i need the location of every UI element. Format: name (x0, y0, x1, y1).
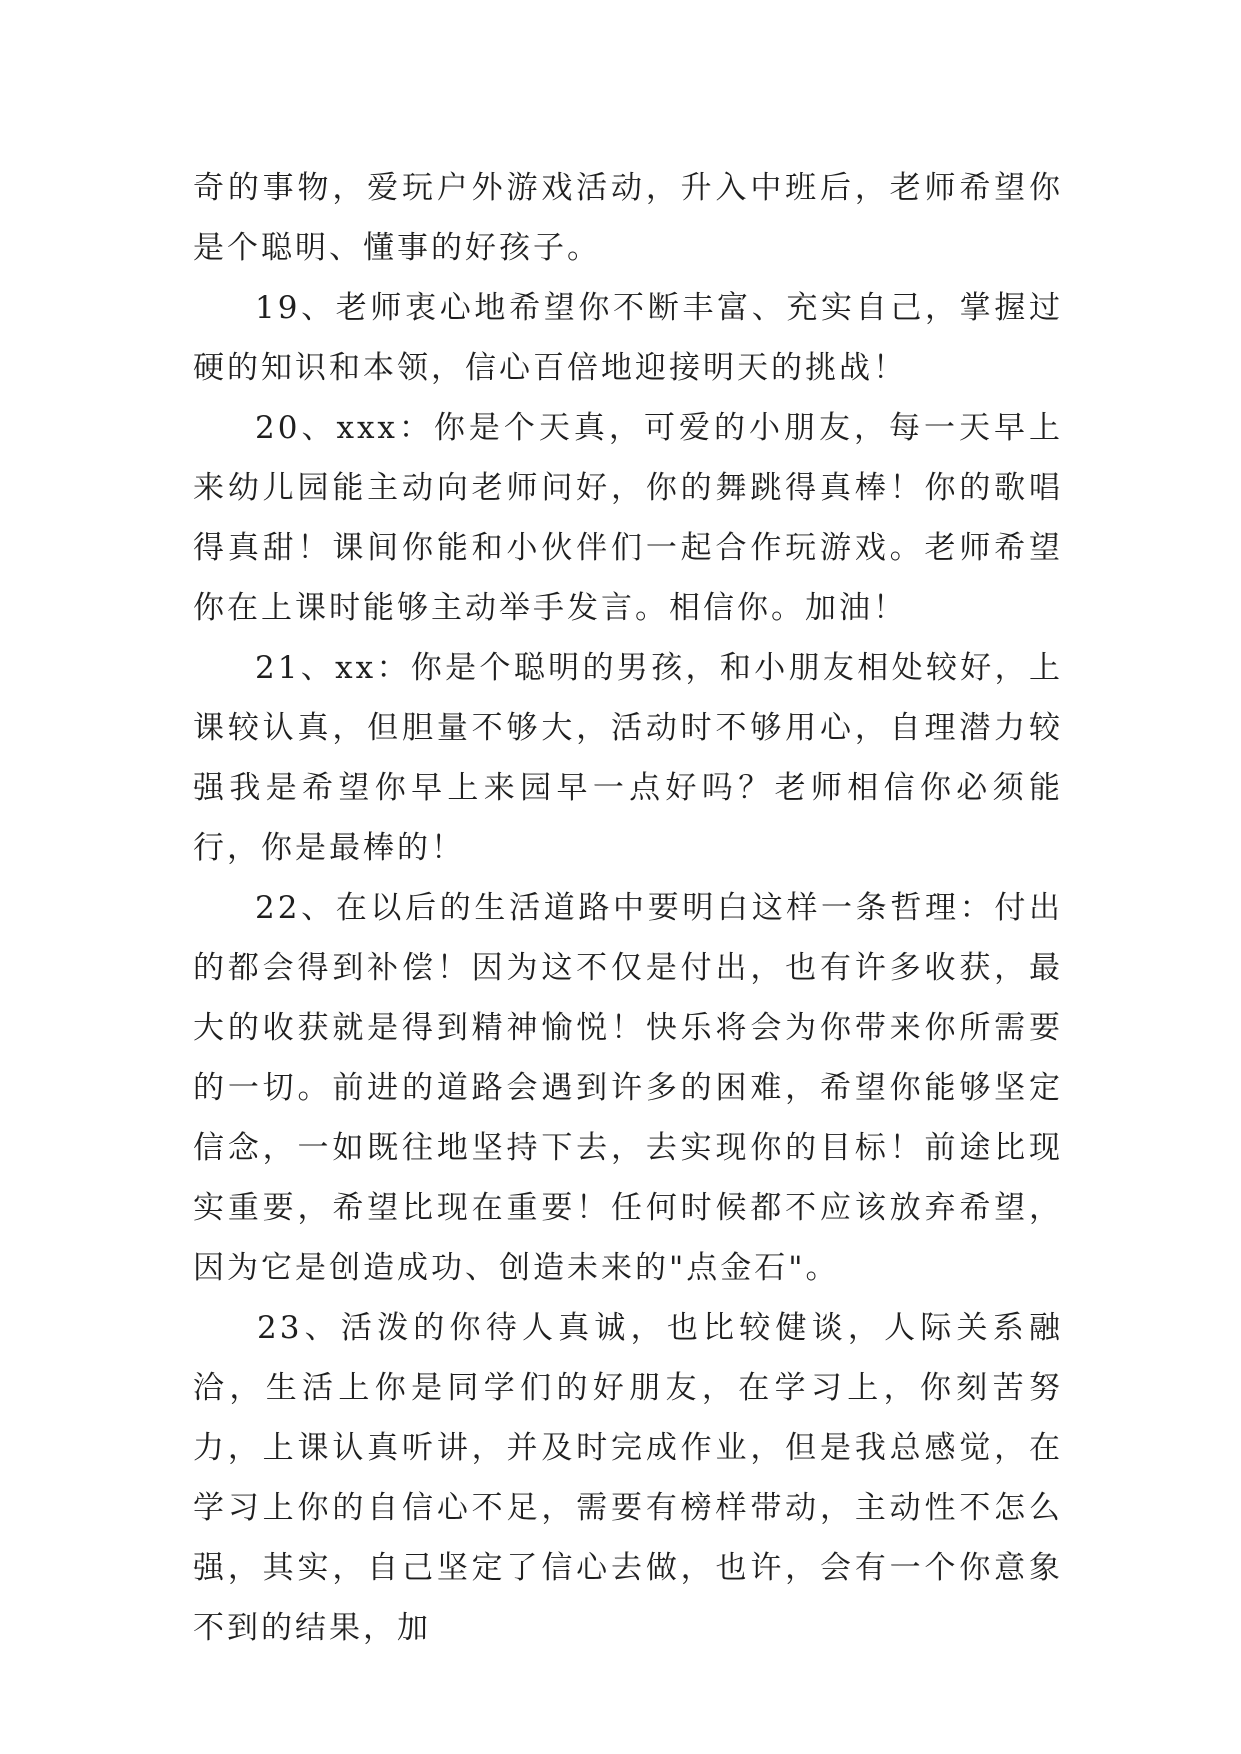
paragraph-23: 23、活泼的你待人真诚，也比较健谈，人际关系融洽，生活上你是同学们的好朋友，在学习上，你刻苦努力，上课认真听讲，并及时完成作业，但是我总感觉，在学习上你的自信心不足，需要有榜样带动，主动性不怎么强，其实，自己坚定了信心去做，也许，会有一个你意象不到的结果，加 (193, 1310, 1063, 1646)
paragraph-21: 21、xx：你是个聪明的男孩，和小朋友相处较好，上课较认真，但胆量不够大，活动时不够用心，自理潜力较强我是希望你早上来园早一点好吗？老师相信你必须能行，你是最棒的！ (193, 650, 1063, 866)
paragraph-continued: 奇的事物，爱玩户外游戏活动，升入中班后，老师希望你是个聪明、懂事的好孩子。 (193, 170, 1063, 266)
document-body (193, 158, 1063, 1658)
paragraph-22: 22、在以后的生活道路中要明白这样一条哲理：付出的都会得到补偿！因为这不仅是付出，也有许多收获，最大的收获就是得到精神愉悦！快乐将会为你带来你所需要的一切。前进的道路会遇到许多的困难，希望你能够坚定信念，一如既往地坚持下去，去实现你的目标！前途比现实重要，希望比现在重要！任何时候都不应该放弃希望，因为它是创造成功、创造未来的"点金石"。 (193, 890, 1063, 1286)
paragraph-19: 19、老师衷心地希望你不断丰富、充实自己，掌握过硬的知识和本领，信心百倍地迎接明天的挑战！ (193, 290, 1063, 386)
paragraph-20: 20、xxx：你是个天真，可爱的小朋友，每一天早上来幼儿园能主动向老师问好，你的舞跳得真棒！你的歌唱得真甜！课间你能和小伙伴们一起合作玩游戏。老师希望你在上课时能够主动举手发言。相信你。加油！ (193, 410, 1063, 626)
